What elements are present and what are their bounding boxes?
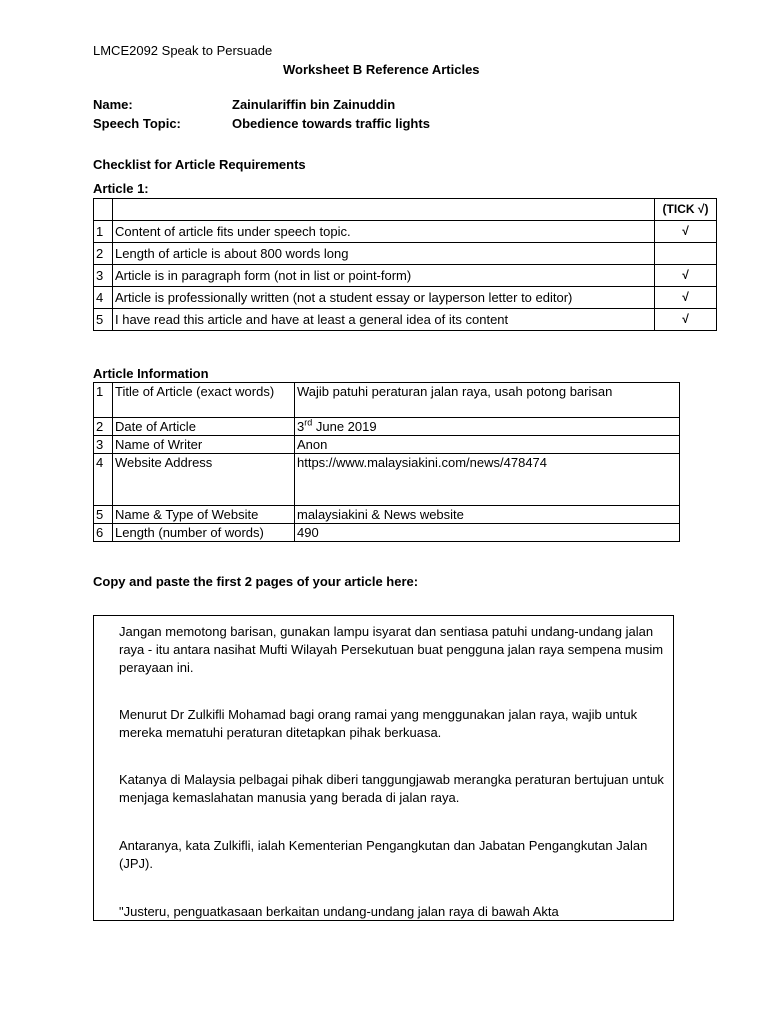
info-field-label: Length (number of words) <box>113 524 295 542</box>
checklist-row-number: 5 <box>94 309 113 331</box>
info-row-title <box>94 383 680 418</box>
checklist-table <box>93 198 717 331</box>
checklist-row-text: Article is in paragraph form (not in list or point-form) <box>113 265 655 287</box>
course-title: LMCE2092 Speak to Persuade <box>93 43 273 58</box>
date-ordinal-suffix: rd <box>304 417 313 428</box>
info-field-value: 490 <box>295 524 680 542</box>
info-field-label: Date of Article <box>113 418 295 436</box>
name-value: Zainulariffin bin Zainuddin <box>232 97 396 112</box>
info-row-length <box>94 524 680 542</box>
website-address-link[interactable]: https://www.malaysiakini.com/news/478474 <box>295 454 680 506</box>
info-field-value <box>295 418 680 436</box>
article-info-table <box>93 382 680 542</box>
info-row-number: 3 <box>94 436 113 454</box>
checklist-row-tick: √ <box>655 309 717 331</box>
info-row-number: 6 <box>94 524 113 542</box>
name-label: Name: <box>93 97 133 112</box>
article-paragraph: "Justeru, penguatkasaan berkaitan undang-undang jalan raya di bawah Akta <box>119 904 559 919</box>
checklist-row-text: I have read this article and have at least a general idea of its content <box>113 309 655 331</box>
checklist-row-tick: √ <box>655 265 717 287</box>
info-row-number: 5 <box>94 506 113 524</box>
info-row-date <box>94 418 680 436</box>
checklist-row-text: Article is professionally written (not a student essay or layperson letter to editor) <box>113 287 655 309</box>
checklist-row-number: 4 <box>94 287 113 309</box>
info-row-writer <box>94 436 680 454</box>
info-field-label: Name & Type of Website <box>113 506 295 524</box>
checklist-row-tick <box>655 243 717 265</box>
checklist-row-tick: √ <box>655 221 717 243</box>
checklist-row <box>94 221 717 243</box>
speech-topic-label: Speech Topic: <box>93 116 181 131</box>
speech-topic-value: Obedience towards traffic lights <box>232 116 430 131</box>
checklist-row <box>94 265 717 287</box>
article-paragraph: Katanya di Malaysia pelbagai pihak diberi tanggungjawab merangka peraturan bertujuan untuk menjaga kemaslahatan manusia yang berada di jalan raya. <box>119 772 664 805</box>
checklist-row-text: Length of article is about 800 words long <box>113 243 655 265</box>
article-paragraph: Antaranya, kata Zulkifli, ialah Kementerian Pengangkutan dan Jabatan Pengangkutan Jalan (JPJ). <box>119 838 648 871</box>
info-row-number: 4 <box>94 454 113 506</box>
article-paragraph: Menurut Dr Zulkifli Mohamad bagi orang ramai yang menggunakan jalan raya, wajib untuk mereka mematuhi peraturan ditetapkan pihak berkuasa. <box>119 707 638 740</box>
checklist-header-num <box>94 199 113 221</box>
info-field-value: Anon <box>295 436 680 454</box>
info-row-number: 2 <box>94 418 113 436</box>
article-paragraph: Jangan memotong barisan, gunakan lampu isyarat dan sentiasa patuhi undang-undang jalan raya - itu antara nasihat Mufti Wilayah Persekutuan buat pengguna jalan raya sempena musim perayaan ini. <box>119 624 664 675</box>
article-info-heading: Article Information <box>93 366 209 381</box>
article-text-box <box>93 615 674 921</box>
info-field-value: malaysiakini & News website <box>295 506 680 524</box>
article-label: Article 1: <box>93 181 149 196</box>
checklist-row-number: 3 <box>94 265 113 287</box>
info-field-label: Title of Article (exact words) <box>113 383 295 418</box>
info-field-label: Website Address <box>113 454 295 506</box>
checklist-row-number: 1 <box>94 221 113 243</box>
date-day: 3 <box>297 419 305 434</box>
date-rest: June 2019 <box>312 419 377 434</box>
tick-column-header: (TICK √) <box>655 199 717 221</box>
info-field-value: Wajib patuhi peraturan jalan raya, usah potong barisan <box>295 383 680 418</box>
info-field-label: Name of Writer <box>113 436 295 454</box>
checklist-row-text: Content of article fits under speech topic. <box>113 221 655 243</box>
checklist-heading: Checklist for Article Requirements <box>93 157 306 172</box>
info-row-number: 1 <box>94 383 113 418</box>
checklist-row <box>94 243 717 265</box>
checklist-row-tick: √ <box>655 287 717 309</box>
checklist-header-row <box>94 199 717 221</box>
worksheet-title <box>283 62 480 77</box>
checklist-row-number: 2 <box>94 243 113 265</box>
checklist-row <box>94 287 717 309</box>
checklist-row <box>94 309 717 331</box>
info-row-website <box>94 454 680 506</box>
worksheet-title-text: Worksheet B Reference Articles <box>283 62 480 77</box>
checklist-header-text <box>113 199 655 221</box>
info-row-website-type <box>94 506 680 524</box>
paste-article-heading: Copy and paste the first 2 pages of your article here: <box>93 574 419 589</box>
